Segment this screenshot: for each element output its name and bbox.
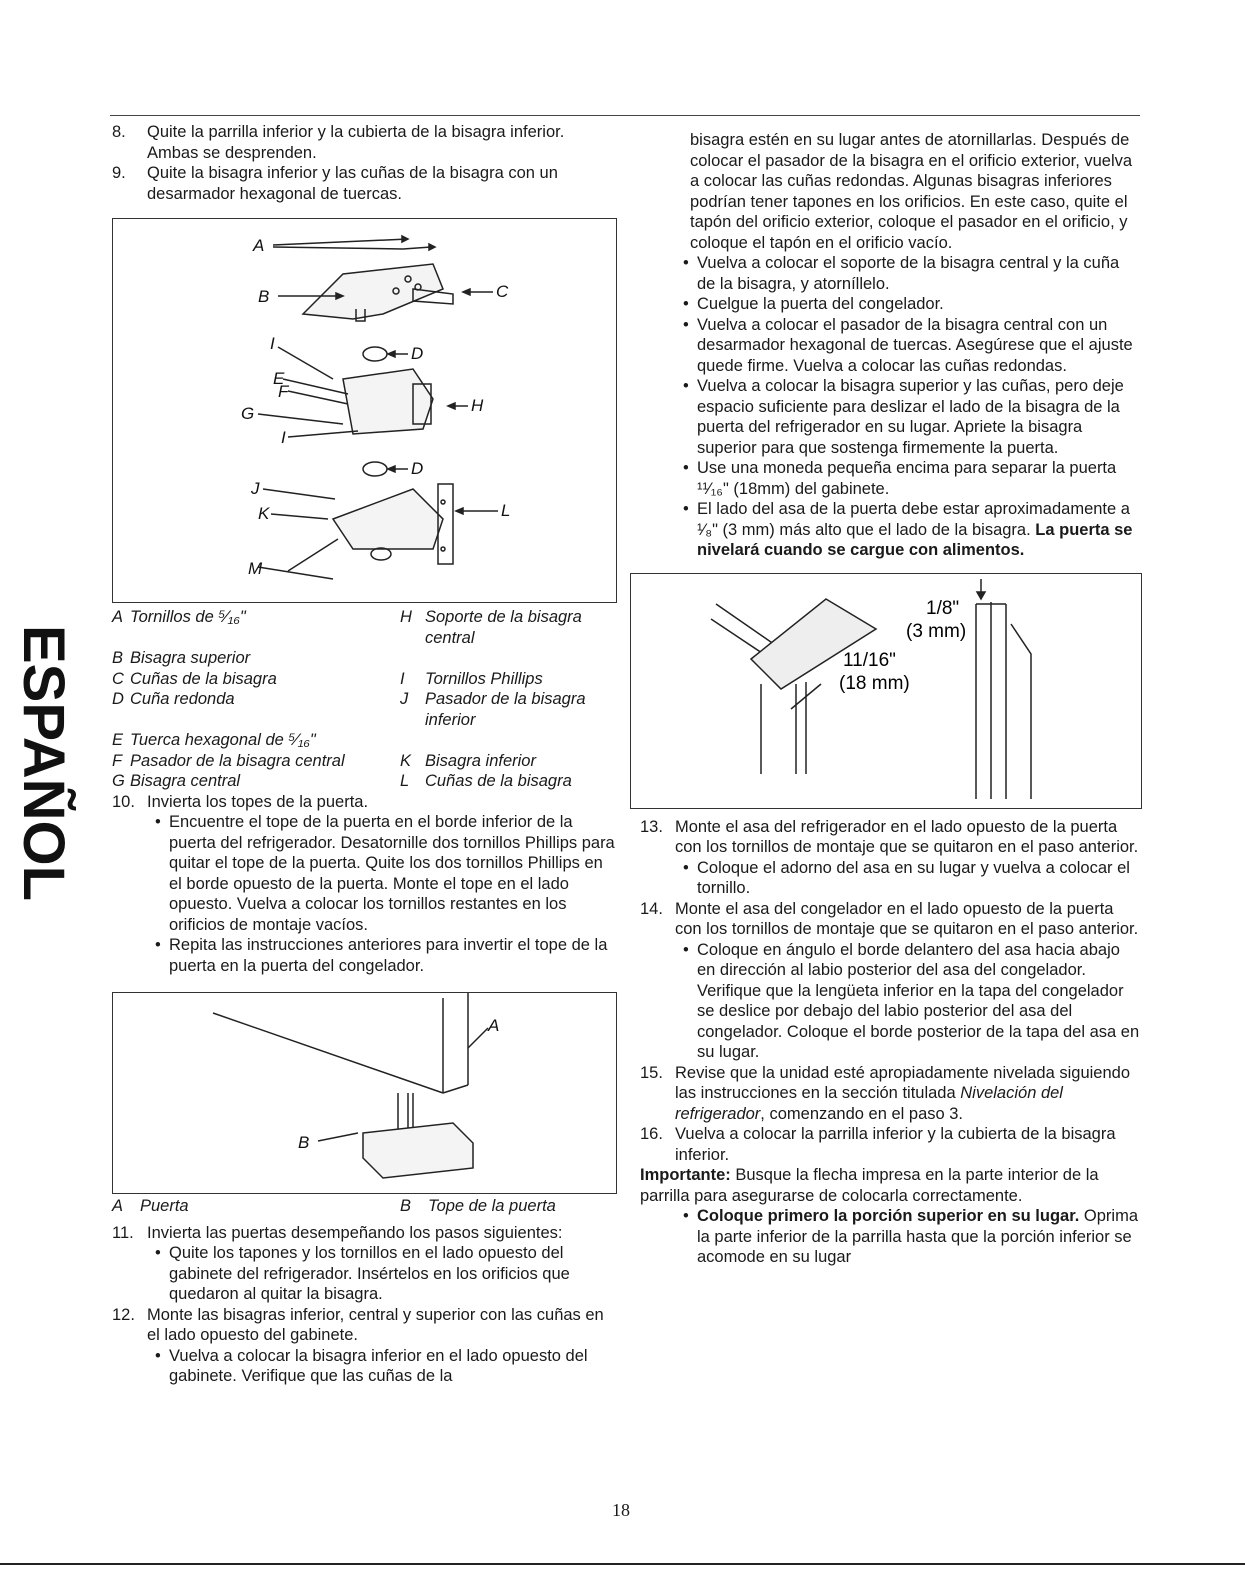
step-13: 13. Monte el asa del refrigerador en el lado opuesto de la puerta con los tornillos de montaje que se quitaron en el paso anterior. — [640, 817, 1139, 856]
fig1-label-d: D — [411, 344, 424, 363]
hinge-parts-diagram — [112, 218, 617, 603]
door-alignment-diagram — [630, 573, 1142, 809]
step-11-bullet-1: • Quite los tapones y los tornillos en el lado opuesto del gabinete del refrigerador. Insértelos en los orificios que quedaron al quitar la bisagra. — [147, 1243, 617, 1305]
fig3-label-11-16: 11/16" — [843, 649, 896, 671]
right-bullet-5: • Use una moneda pequeña encima para separar la puerta ¹¹⁄₁₆" (18mm) del gabinete. — [675, 458, 1140, 499]
fig1-label-k: K — [258, 504, 270, 523]
language-side-tab — [6, 615, 76, 985]
step-11: 11. Invierta las puertas desempeñando los pasos siguientes: — [112, 1223, 563, 1242]
step-12-bullet-1: • Vuelva a colocar la bisagra inferior en el lado opuesto del gabinete. Verifique que las cuñas de la — [147, 1346, 617, 1387]
door-stop-diagram — [112, 992, 617, 1194]
right-column — [640, 130, 1140, 1268]
fig3-label-18mm: (18 mm) — [839, 672, 910, 694]
step-15: 15. Revise que la unidad esté apropiadamente nivelada siguiendo las instrucciones en la sección titulada Nivelación del refrigerador, comenzando en el paso 3. — [640, 1063, 1130, 1123]
fig1-label-l: L — [501, 501, 511, 520]
step-16: 16. Vuelva a colocar la parrilla inferior y la cubierta de la bisagra inferior. — [640, 1125, 1116, 1164]
fig1-label-c: C — [496, 282, 509, 301]
right-bullet-3: • Vuelva a colocar el pasador de la bisagra central con un desarmador hexagonal de tuercas. Asegúrese que el ajuste quede firme. Vuelva a colocar las cuñas redondas. — [675, 315, 1140, 377]
right-bullet-1: • Vuelva a colocar el soporte de la bisagra central y la cuña de la bisagra, y atorníllelo. — [675, 253, 1140, 294]
fig3-label-1-8: 1/8" — [926, 597, 960, 619]
top-rule — [110, 115, 1140, 116]
fig1-label-h: H — [471, 396, 484, 415]
step-8: 8. Quite la parrilla inferior y la cubierta de la bisagra inferior. Ambas se desprenden. — [112, 123, 565, 162]
left-column — [112, 122, 617, 1387]
fig3-label-3mm: (3 mm) — [906, 620, 967, 642]
parts-legend: A Tornillos de ⁵⁄₁₆" H Soporte de la bisagra central B Bisagra superior C Cuñas de la bisagra I Tornillos Phillips D Cuña redonda J Pasador de la bisagra inferior E Tuerca hexagonal de ⁵⁄₁₆" F Pasador de la bisagra central K Bisagra inferior G Bisagra central L Cuñas de la bisagra — [112, 608, 586, 790]
fig1-label-m: M — [248, 559, 263, 578]
step-12-continuation: bisagra estén en su lugar antes de atornillarlas. Después de colocar el pasador de la bisagra en el orificio exterior, vuelva a colocar las cuñas redondas. Algunas bisagras inferiores podrían tener tapones en los orificios. En este caso, quite el tapón del orificio exterior, coloque el pasador en el orificio, y coloque el tapón en el orificio vacío. — [690, 131, 1133, 252]
fig1-label-f: F — [278, 382, 289, 401]
door-stop-caption: A Puerta B Tope de la puerta — [112, 1197, 556, 1215]
fig1-label-b: B — [258, 287, 270, 306]
step-10: 10. Invierta los topes de la puerta. — [112, 792, 369, 811]
fig2-label-a: A — [488, 1016, 500, 1035]
fig1-label-d2: D — [411, 459, 424, 478]
fig2-label-b: B — [298, 1133, 310, 1152]
fig1-label-g: G — [241, 404, 255, 423]
step-14-bullet-1: • Coloque en ángulo el borde delantero del asa hacia abajo en dirección al labio posterior del asa del congelador. Verifique que la lengüeta inferior en la tapa del congelador se deslice por debajo del labio posterior del asa del congelador. Coloque el borde posterior de la tapa del asa en su lugar. — [675, 940, 1140, 1063]
page-number: 18 — [612, 1500, 630, 1520]
fig1-label-e: E — [273, 369, 285, 388]
fig1-label-a: A — [253, 236, 265, 255]
right-bullet-6: • El lado del asa de la puerta debe estar aproximadamente a ¹⁄₈" (3 mm) más alto que el lado de la bisagra. La puerta se nivelará cuando se cargue con alimentos. — [675, 499, 1140, 561]
step-9: 9. Quite la bisagra inferior y las cuñas de la bisagra con un desarmador hexagonal de tuercas. — [112, 164, 558, 203]
bottom-rule — [0, 1563, 1245, 1565]
fig1-label-i: I — [270, 334, 275, 353]
important-note: Importante: Busque la flecha impresa en la parte interior de la parrilla para asegurarse de colocarla correctamente. — [640, 1166, 1099, 1205]
side-tab-text: ESPAÑOL — [11, 625, 76, 902]
step-13-bullet-1: • Coloque el adorno del asa en su lugar y vuelva a colocar el tornillo. — [675, 858, 1140, 899]
step-10-bullet-1: • Encuentre el tope de la puerta en el borde inferior de la puerta del refrigerador. Desatornille dos tornillos Phillips para quitar el tope de la puerta. Quite los dos tornillos Phillips en el borde opuesto de la puerta. Monte el tope en el lado opuesto. Vuelva a colocar los tornillos restantes en los orificios de montaje vacíos. — [147, 812, 617, 935]
step-12: 12. Monte las bisagras inferior, central y superior con las cuñas en el lado opuesto del gabinete. — [112, 1305, 604, 1344]
right-bullet-2: • Cuelgue la puerta del congelador. — [675, 294, 1140, 315]
step-10-bullet-2: • Repita las instrucciones anteriores para invertir el tope de la puerta en la puerta del congelador. — [147, 935, 617, 976]
fig1-label-i2: I — [281, 428, 286, 447]
right-bullet-4: • Vuelva a colocar la bisagra superior y las cuñas, pero deje espacio suficiente para deslizar el lado de la bisagra de la puerta del refrigerador en su lugar. Apriete la bisagra superior para que sostenga firmemente la puerta. — [675, 376, 1140, 458]
final-bullet: • Coloque primero la porción superior en su lugar. Oprima la parte inferior de la parrilla hasta que la porción inferior se acomode en su lugar — [675, 1206, 1140, 1268]
step-14: 14. Monte el asa del congelador en el lado opuesto de la puerta con los tornillos de montaje que se quitaron en el paso anterior. — [640, 899, 1139, 938]
fig1-label-j: J — [251, 479, 260, 498]
